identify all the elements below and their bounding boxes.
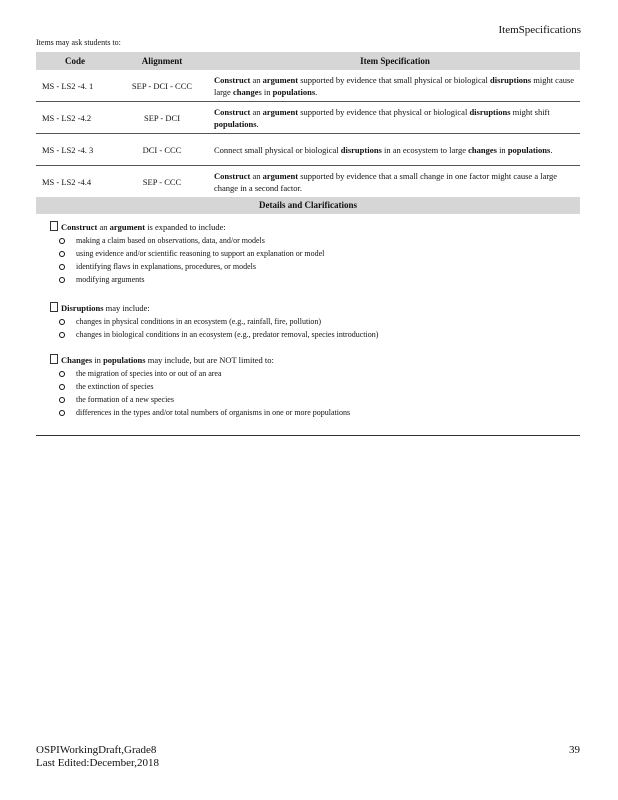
- checkbox-icon: [50, 354, 58, 364]
- document-header-title: ItemSpecifications: [498, 24, 581, 36]
- list-item: identifying flaws in explanations, procedures, or models: [50, 260, 570, 273]
- specification-cell: Construct an argument supported by evidence that a small change in one factor might cause a large change in a second factor.: [210, 166, 580, 198]
- checkbox-icon: [50, 302, 58, 312]
- list-item: using evidence and/or scientific reasoning to support an explanation or model: [50, 247, 570, 260]
- specification-cell: Construct an argument supported by evidence that small physical or biological disruptions might cause large changes in populations.: [210, 70, 580, 102]
- item-specification-column-header: Item Specification: [210, 52, 580, 70]
- list-item: the extinction of species: [50, 380, 570, 393]
- section-divider: [36, 435, 580, 436]
- intro-text: Items may ask students to:: [36, 38, 121, 47]
- details-block-changes-in-populations: [50, 353, 570, 419]
- specification-cell: Connect small physical or biological disruptions in an ecosystem to large changes in populations.: [210, 134, 580, 166]
- table-row: [36, 102, 580, 134]
- standard-code: MS - LS2 -4.2: [36, 102, 114, 134]
- item-specification-table: [36, 52, 580, 198]
- details-heading: Disruptions may include:: [61, 303, 150, 313]
- table-row: [36, 166, 580, 198]
- list-item: the formation of a new species: [50, 393, 570, 406]
- alignment-cell: DCI - CCC: [114, 134, 210, 166]
- standard-code: MS - LS2 -4.4: [36, 166, 114, 198]
- alignment-cell: SEP - CCC: [114, 166, 210, 198]
- alignment-cell: SEP - DCI: [114, 102, 210, 134]
- checkbox-icon: [50, 221, 58, 231]
- alignment-column-header: Alignment: [114, 52, 210, 70]
- details-heading: Changes in populations may include, but are NOT limited to:: [61, 355, 274, 365]
- list-item: changes in biological conditions in an ecosystem (e.g., predator removal, species introduction): [50, 328, 570, 341]
- list-item: changes in physical conditions in an ecosystem (e.g., rainfall, fire, pollution): [50, 315, 570, 328]
- list-item: differences in the types and/or total numbers of organisms in one or more populations: [50, 406, 570, 419]
- alignment-cell: SEP - DCI - CCC: [114, 70, 210, 102]
- code-column-header: Code: [36, 52, 114, 70]
- specification-cell: Construct an argument supported by evidence that physical or biological disruptions might shift populations.: [210, 102, 580, 134]
- standard-code: MS - LS2 -4. 3: [36, 134, 114, 166]
- details-block-construct-argument: [50, 220, 570, 286]
- details-heading: Construct an argument is expanded to include:: [61, 222, 226, 232]
- details-block-disruptions: [50, 301, 570, 341]
- standard-code: MS - LS2 -4. 1: [36, 70, 114, 102]
- page-number: 39: [569, 744, 580, 756]
- footer-last-edited: Last Edited:December,2018: [36, 757, 159, 769]
- details-section-title: Details and Clarifications: [36, 197, 580, 214]
- table-row: [36, 70, 580, 102]
- list-item: modifying arguments: [50, 273, 570, 286]
- footer-draft-label: OSPIWorkingDraft,Grade8: [36, 744, 157, 756]
- footer-left: [36, 744, 159, 770]
- list-item: making a claim based on observations, data, and/or models: [50, 234, 570, 247]
- list-item: the migration of species into or out of an area: [50, 367, 570, 380]
- table-header-row: [36, 52, 580, 70]
- table-row: [36, 134, 580, 166]
